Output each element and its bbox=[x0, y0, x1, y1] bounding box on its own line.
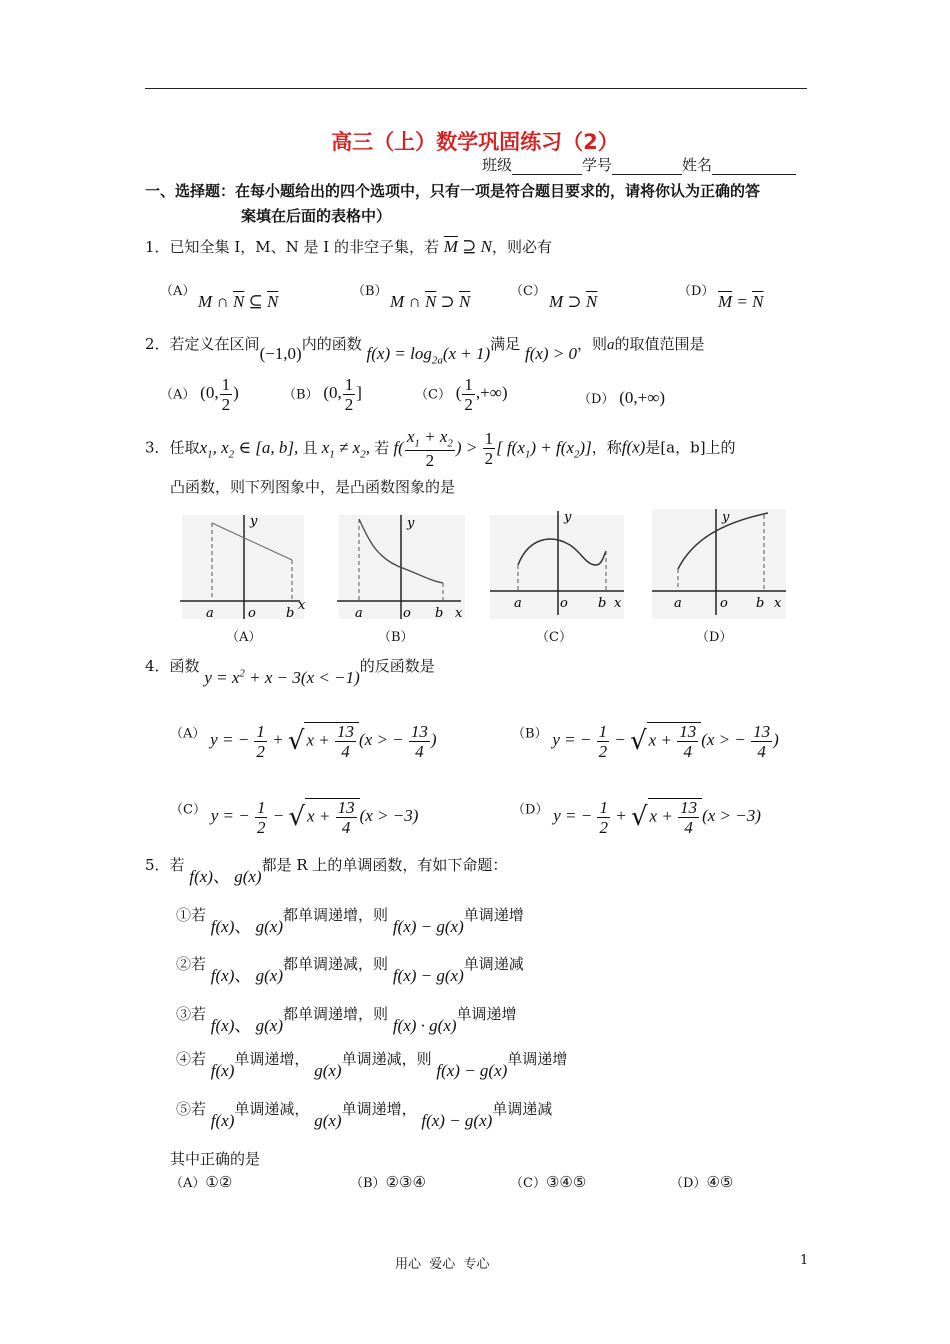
label-b: b bbox=[435, 606, 444, 621]
q1-option-d-expr: $\overline{M} = \overline{N}$ bbox=[718, 292, 764, 311]
label-x: x bbox=[614, 596, 622, 611]
label-b: b bbox=[756, 596, 765, 611]
question-5 bbox=[145, 850, 508, 886]
q1-option-c-expr: M ⊃ $\overline{N}$ bbox=[549, 292, 598, 311]
graph-bg bbox=[652, 509, 786, 619]
prop-text: 单调递增 bbox=[463, 906, 524, 924]
question-text: 任取 bbox=[169, 438, 200, 457]
q2-option-a[interactable] bbox=[160, 376, 239, 413]
question-text: 内的函数 bbox=[301, 335, 362, 353]
label-x: x bbox=[298, 598, 306, 613]
prop-text: 单调递减， bbox=[234, 1100, 310, 1118]
prop-text: 单调递增， bbox=[341, 1100, 417, 1118]
question-text: 已知全集 I，M、N 是 I 的非空子集，若 bbox=[169, 238, 439, 256]
option-label: （C） bbox=[510, 1176, 546, 1191]
number-label: 学号 bbox=[582, 156, 613, 174]
q5-prop-2 bbox=[176, 949, 524, 985]
q1-option-a-expr: M ∩ $\overline{N}$ ⊆ $\overline{N}$ bbox=[198, 292, 279, 311]
prop-mark: ③若 bbox=[176, 1005, 207, 1023]
option-label: （C） bbox=[510, 284, 546, 299]
label-a: a bbox=[674, 596, 682, 611]
question-2 bbox=[145, 333, 705, 367]
prop-expr: f(x) − g(x) bbox=[392, 917, 464, 936]
label-a: a bbox=[355, 606, 363, 621]
question-number: 5． bbox=[145, 856, 170, 874]
q2-option-d[interactable] bbox=[578, 388, 665, 408]
prop-expr: f(x) · g(x) bbox=[392, 1016, 457, 1035]
option-expr: y = − $\frac{1}{2}$ + √ x + $\frac{13}{4}$ (x > −3) bbox=[553, 798, 761, 837]
label-x: x bbox=[774, 596, 782, 611]
option-label: （B） bbox=[350, 1176, 386, 1191]
q3-condition: $x_1$, $x_2$ ∈ [a, b], 且 $x_1 \ne x_2$, 若 f( $\frac{x_1 + x_2}{2}$ ) > $\frac{1}{2}$ [ $f(x_1) + f(x_2)$] bbox=[199, 427, 592, 471]
q5-functions: f(x)、 g(x) bbox=[189, 867, 262, 886]
label-b: b bbox=[598, 596, 607, 611]
q2-variable: a bbox=[607, 337, 615, 353]
q2-condition: f(x) > 0 bbox=[524, 344, 578, 363]
q5-question: 其中正确的是 bbox=[170, 1150, 261, 1168]
prop-expr: g(x) bbox=[314, 1111, 342, 1130]
question-text: 若定义在区间 bbox=[169, 335, 260, 353]
option-label: （D） bbox=[670, 1176, 707, 1191]
class-blank[interactable] bbox=[512, 158, 582, 175]
prop-expr: f(x) − g(x) bbox=[392, 966, 464, 985]
footer-motto: 用心 爱心 专心 bbox=[395, 1257, 490, 1272]
question-number: 1． bbox=[145, 238, 170, 256]
q1-option-d[interactable] bbox=[678, 280, 714, 299]
question-text: 函数 bbox=[169, 657, 200, 675]
option-label: （A） bbox=[170, 726, 206, 742]
option-value: ①② bbox=[205, 1173, 233, 1191]
q4-function: $y = x^2 + x - 3(x < -1)$ bbox=[204, 667, 360, 687]
option-expr: (0, $\frac{1}{2}$ ] bbox=[323, 375, 362, 414]
q5-prop-3 bbox=[176, 999, 517, 1035]
label-x: x bbox=[455, 606, 463, 621]
prop-mark: ④若 bbox=[176, 1050, 207, 1068]
q2-option-b[interactable] bbox=[283, 376, 362, 413]
option-value: ②③④ bbox=[385, 1173, 426, 1191]
q5-option-a[interactable] bbox=[170, 1172, 232, 1191]
prop-expr: f(x)、 g(x) bbox=[210, 966, 284, 985]
label-a: a bbox=[206, 606, 214, 621]
q4-option-d[interactable] bbox=[512, 790, 761, 837]
question-number: 2． bbox=[145, 335, 170, 353]
prop-mark: ①若 bbox=[176, 906, 207, 924]
prop-text: 都单调递减，则 bbox=[283, 955, 389, 973]
q4-option-b[interactable] bbox=[512, 714, 779, 761]
option-label: （C） bbox=[170, 802, 206, 818]
q4-option-c[interactable] bbox=[170, 790, 419, 837]
q1-option-a[interactable] bbox=[160, 280, 195, 299]
label-y: y bbox=[564, 510, 572, 525]
label-y: y bbox=[722, 510, 730, 525]
question-text: ，则 bbox=[577, 335, 608, 353]
section-heading-line1: 一、选择题：在每小题给出的四个选项中，只有一项是符合题目要求的，请将你认为正确的答 bbox=[145, 182, 761, 200]
label-a: a bbox=[514, 596, 522, 611]
header-rule bbox=[145, 88, 807, 89]
option-label: （D） bbox=[578, 392, 615, 407]
q5-option-b[interactable] bbox=[350, 1172, 426, 1191]
q3-fx: f(x) bbox=[621, 437, 646, 457]
question-text: ，则必有 bbox=[492, 238, 553, 256]
option-value: ③④⑤ bbox=[545, 1173, 587, 1191]
option-expr: ( $\frac{1}{2}$ ,+∞) bbox=[455, 375, 508, 414]
option-label: （B） bbox=[283, 387, 319, 403]
student-info bbox=[482, 154, 796, 175]
prop-text: 单调递减，则 bbox=[341, 1050, 432, 1068]
option-label: （C） bbox=[415, 387, 451, 403]
q1-option-b-expr: M ∩ $\overline{N}$ ⊃ $\overline{N}$ bbox=[390, 292, 471, 311]
option-label: （D） bbox=[678, 284, 715, 299]
question-text: 满足 bbox=[490, 335, 521, 353]
q4-option-a[interactable] bbox=[170, 714, 437, 761]
class-label: 班级 bbox=[482, 156, 513, 174]
question-text: 是[a，b]上的 bbox=[645, 438, 736, 457]
label-o: o bbox=[720, 596, 728, 611]
prop-expr: f(x) bbox=[210, 1111, 235, 1130]
q2-interval: (−1,0) bbox=[259, 344, 302, 363]
question-3 bbox=[145, 428, 736, 469]
option-expr: (0,+∞) bbox=[619, 388, 665, 407]
question-text: ，称 bbox=[591, 438, 622, 457]
graph-bg bbox=[182, 515, 304, 619]
graph-b-label: （B） bbox=[378, 630, 414, 645]
label-o: o bbox=[560, 596, 568, 611]
q1-condition: $\overline{M}$ ⊇ N bbox=[443, 237, 493, 256]
prop-expr: f(x)、 g(x) bbox=[210, 1016, 284, 1035]
prop-text: 都单调递增，则 bbox=[283, 1005, 389, 1023]
prop-text: 都单调递增，则 bbox=[283, 906, 389, 924]
option-value: ④⑤ bbox=[706, 1173, 734, 1191]
label-y: y bbox=[250, 514, 258, 529]
option-expr: y = − $\frac{1}{2}$ + √ x + $\frac{13}{4}$ (x > − $\frac{13}{4}$ ) bbox=[210, 722, 437, 761]
question-number: 4． bbox=[145, 657, 170, 675]
graph-d[interactable] bbox=[650, 505, 790, 623]
prop-text: 单调递减 bbox=[463, 955, 524, 973]
q2-function: $f(x) = \log_{2a}(x + 1)$ bbox=[366, 344, 491, 367]
option-label: （B） bbox=[352, 284, 388, 299]
q3-line2: 凸函数，则下列图象中，是凸函数图象的是 bbox=[170, 478, 456, 496]
label-y: y bbox=[407, 516, 415, 531]
graph-b[interactable] bbox=[335, 505, 470, 623]
graph-a-label: （A） bbox=[226, 630, 262, 645]
graph-c-label: （C） bbox=[536, 630, 572, 645]
option-expr: (0, $\frac{1}{2}$ ) bbox=[200, 375, 239, 414]
page-title: 高三（上）数学巩固练习（2） bbox=[331, 130, 619, 154]
label-b: b bbox=[286, 606, 295, 621]
q2-option-c[interactable] bbox=[415, 376, 508, 413]
graph-a[interactable] bbox=[178, 505, 308, 623]
number-blank[interactable] bbox=[612, 158, 682, 175]
prop-expr: f(x) − g(x) bbox=[421, 1111, 493, 1130]
prop-text: 单调递增 bbox=[507, 1050, 568, 1068]
question-number: 3． bbox=[145, 438, 170, 457]
prop-expr: f(x) − g(x) bbox=[436, 1061, 508, 1080]
prop-mark: ⑤若 bbox=[176, 1100, 207, 1118]
option-label: （A） bbox=[160, 284, 196, 299]
option-label: （A） bbox=[160, 387, 196, 403]
q1-option-c[interactable] bbox=[510, 280, 546, 299]
option-label: （B） bbox=[512, 726, 548, 742]
q5-prop-4 bbox=[176, 1048, 568, 1080]
question-text: 若 bbox=[169, 856, 185, 874]
question-4 bbox=[145, 655, 435, 687]
name-label: 姓名 bbox=[682, 156, 713, 174]
q5-prop-5 bbox=[176, 1098, 553, 1130]
option-expr: y = − $\frac{1}{2}$ − √ x + $\frac{13}{4}$ (x > − $\frac{13}{4}$ ) bbox=[552, 722, 779, 761]
label-o: o bbox=[403, 606, 411, 621]
name-blank[interactable] bbox=[712, 158, 796, 175]
option-expr: y = − $\frac{1}{2}$ − √ x + $\frac{13}{4}$ (x > −3) bbox=[210, 798, 419, 837]
graph-bg bbox=[339, 515, 465, 619]
prop-expr: g(x) bbox=[314, 1061, 342, 1080]
page-number: 1 bbox=[800, 1253, 809, 1268]
q5-option-d[interactable] bbox=[670, 1172, 733, 1191]
q5-option-c[interactable] bbox=[510, 1172, 586, 1191]
question-text: 的反函数是 bbox=[359, 657, 435, 675]
question-text: 都是 R 上的单调函数，有如下命题： bbox=[261, 856, 508, 874]
question-text: 的取值范围是 bbox=[614, 335, 705, 353]
q1-option-b[interactable] bbox=[352, 280, 388, 299]
prop-mark: ②若 bbox=[176, 955, 207, 973]
prop-text: 单调递增， bbox=[234, 1050, 310, 1068]
prop-expr: f(x) bbox=[210, 1061, 235, 1080]
graph-d-label: （D） bbox=[696, 630, 733, 645]
prop-expr: f(x)、 g(x) bbox=[210, 917, 284, 936]
section-heading-line2: 案填在后面的表格中） bbox=[241, 207, 392, 225]
question-1 bbox=[145, 236, 552, 257]
prop-text: 单调递增 bbox=[456, 1005, 517, 1023]
option-label: （A） bbox=[170, 1176, 206, 1191]
graph-c[interactable] bbox=[488, 505, 628, 623]
prop-text: 单调递减 bbox=[492, 1100, 553, 1118]
option-label: （D） bbox=[512, 802, 549, 818]
q5-prop-1 bbox=[176, 900, 524, 936]
label-o: o bbox=[248, 606, 256, 621]
